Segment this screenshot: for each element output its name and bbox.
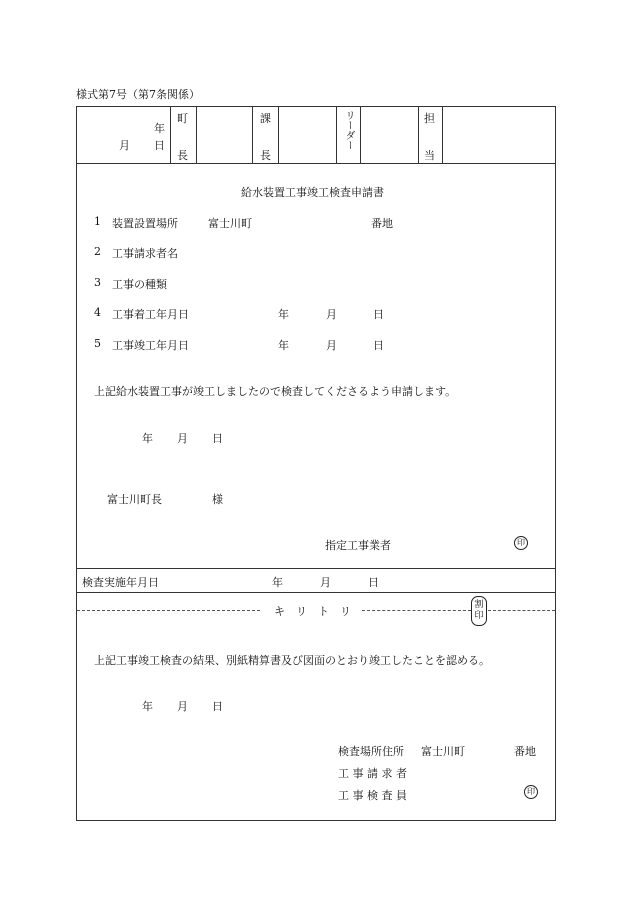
contractor-label: 指定工事業者 <box>325 539 391 552</box>
cut-line-right <box>488 610 555 611</box>
certificate-statement: 上記工事竣工検査の結果、別紙精算書及び図面のとおり竣工したことを認める。 <box>94 654 490 667</box>
honorific: 様 <box>212 493 223 506</box>
approval-section-top: 課 <box>260 112 271 125</box>
header-year: 年 <box>154 122 165 135</box>
inspector-label: 工 事 検 査 員 <box>338 789 407 802</box>
frame-right <box>555 106 556 821</box>
inspector-seal: 印 <box>524 785 538 799</box>
header-day: 日 <box>154 139 165 152</box>
contractor-seal: 印 <box>514 536 528 550</box>
cut-line-text: キ リ ト リ <box>274 605 351 618</box>
approval-mayor-bottom: 長 <box>177 149 188 162</box>
item-2-label: 工事請求者名 <box>112 247 178 260</box>
approval-mayor-top: 町 <box>177 112 188 125</box>
inspection-label: 検査実施年月日 <box>82 576 159 589</box>
place-suffix: 番地 <box>514 745 536 758</box>
cut-line-left <box>77 610 260 611</box>
item-1-suffix: 番地 <box>371 217 393 230</box>
application-statement: 上記給水装置工事が竣工しましたので検査してくださるよう申請します。 <box>94 385 457 398</box>
split-seal: 割 印 <box>471 596 487 626</box>
frame-bottom <box>76 820 556 821</box>
application-title: 給水装置工事竣工検査申請書 <box>241 186 384 199</box>
approval-section-bottom: 長 <box>260 149 271 162</box>
item-4-label: 工事着工年月日 <box>112 308 189 321</box>
item-3-label: 工事の種類 <box>112 278 167 291</box>
place-label: 検査場所住所 <box>338 745 404 758</box>
header-month: 月 <box>119 139 130 152</box>
item-1-label: 装置設置場所 <box>112 217 178 230</box>
form-number: 様式第7号（第7条関係） <box>76 88 200 101</box>
item-1-value: 富士川町 <box>208 217 252 230</box>
approval-staff-top: 担 <box>424 112 435 125</box>
cut-line-mid <box>362 610 471 611</box>
header-bottom <box>76 163 556 164</box>
frame-top <box>76 106 556 107</box>
frame-left <box>76 106 77 821</box>
place-value: 富士川町 <box>421 745 465 758</box>
addressee: 富士川町長 <box>107 493 162 506</box>
approval-leader: リーダー <box>343 110 354 150</box>
item-5-label: 工事竣工年月日 <box>112 339 189 352</box>
requester-label: 工 事 請 求 者 <box>338 767 407 780</box>
approval-staff-bottom: 当 <box>424 149 435 162</box>
